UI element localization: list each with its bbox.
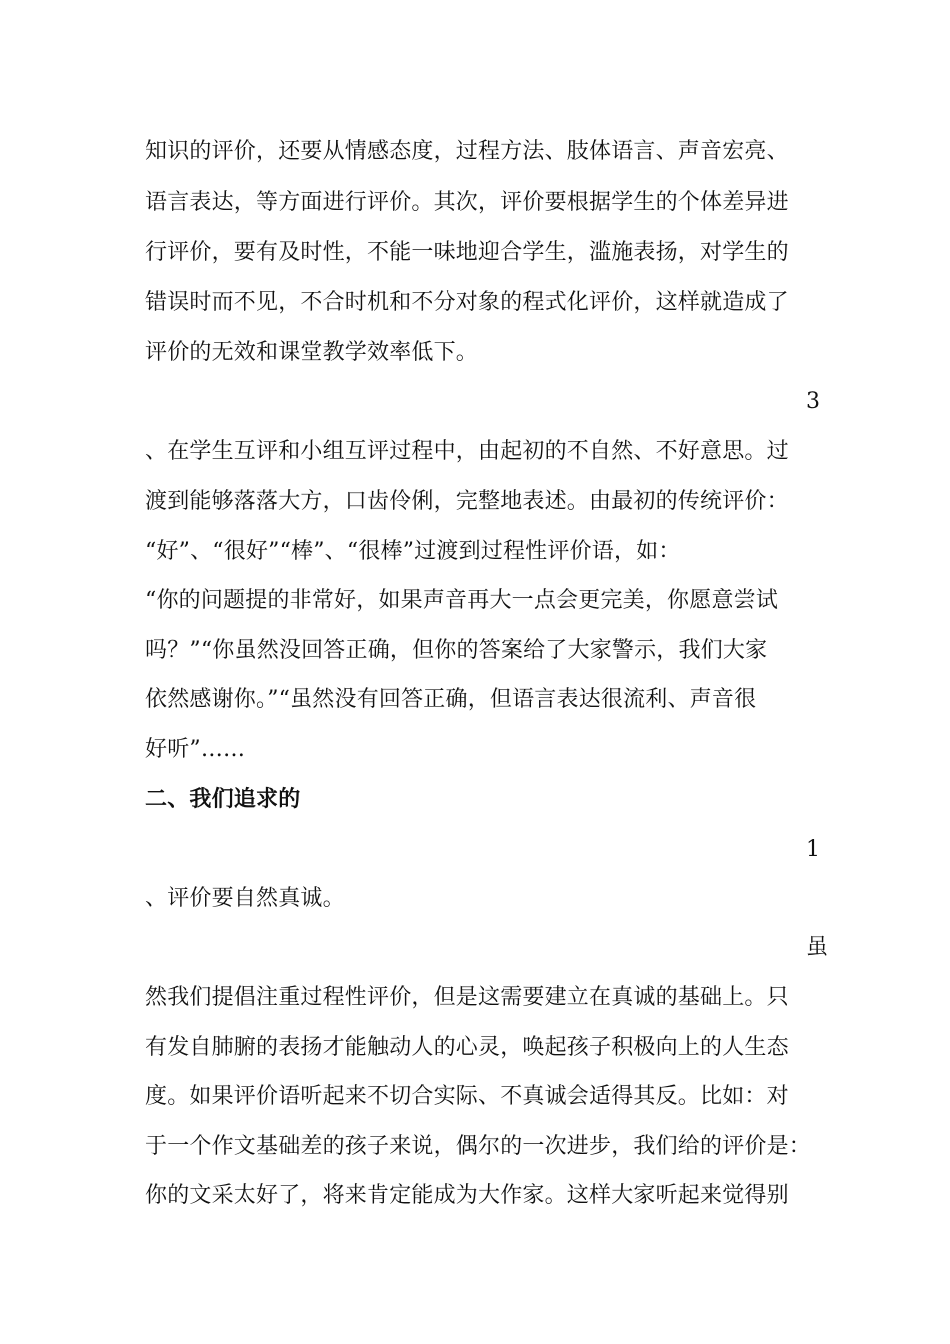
section-heading: 二、我们追求的 <box>145 787 301 812</box>
lead-character: 虽 <box>806 935 829 960</box>
paragraph-line: 行评价，要有及时性，不能一味地迎合学生，滥施表扬，对学生的 <box>145 240 789 265</box>
paragraph-line: 、在学生互评和小组互评过程中，由起初的不自然、不好意思。过 <box>145 439 789 464</box>
item-title: 、评价要自然真诚。 <box>145 886 345 911</box>
paragraph-line: 好听”…… <box>145 737 246 762</box>
paragraph-line: 于一个作文基础差的孩子来说，偶尔的一次进步，我们给的评价是： <box>145 1134 812 1159</box>
item-number: 3 <box>806 389 820 414</box>
paragraph-line: 然我们提倡注重过程性评价，但是这需要建立在真诚的基础上。只 <box>145 985 789 1010</box>
paragraph-line: 错误时而不见，不合时机和不分对象的程式化评价，这样就造成了 <box>145 290 789 315</box>
paragraph-line: “你的问题提的非常好，如果声音再大一点会更完美，你愿意尝试 <box>145 588 779 613</box>
paragraph-line: 吗？”“你虽然没回答正确，但你的答案给了大家警示，我们大家 <box>145 638 768 663</box>
paragraph-line: 渡到能够落落大方，口齿伶俐，完整地表述。由最初的传统评价： <box>145 489 789 514</box>
paragraph-line: 度。如果评价语听起来不切合实际、不真诚会适得其反。比如：对 <box>145 1084 789 1109</box>
item-number: 1 <box>806 837 820 862</box>
paragraph-line: 有发自肺腑的表扬才能触动人的心灵，唤起孩子积极向上的人生态 <box>145 1035 789 1060</box>
paragraph-line: 评价的无效和课堂教学效率低下。 <box>145 340 479 365</box>
paragraph-line: 依然感谢你。”“虽然没有回答正确，但语言表达很流利、声音很 <box>145 687 757 712</box>
paragraph-line: 知识的评价，还要从情感态度，过程方法、肢体语言、声音宏亮、 <box>145 139 789 164</box>
paragraph-line: 语言表达，等方面进行评价。其次，评价要根据学生的个体差异进 <box>145 190 789 215</box>
paragraph-line: “好”、“很好”“棒”、“很棒”过渡到过程性评价语，如： <box>145 539 681 564</box>
paragraph-line: 你的文采太好了，将来肯定能成为大作家。这样大家听起来觉得别 <box>145 1183 789 1208</box>
